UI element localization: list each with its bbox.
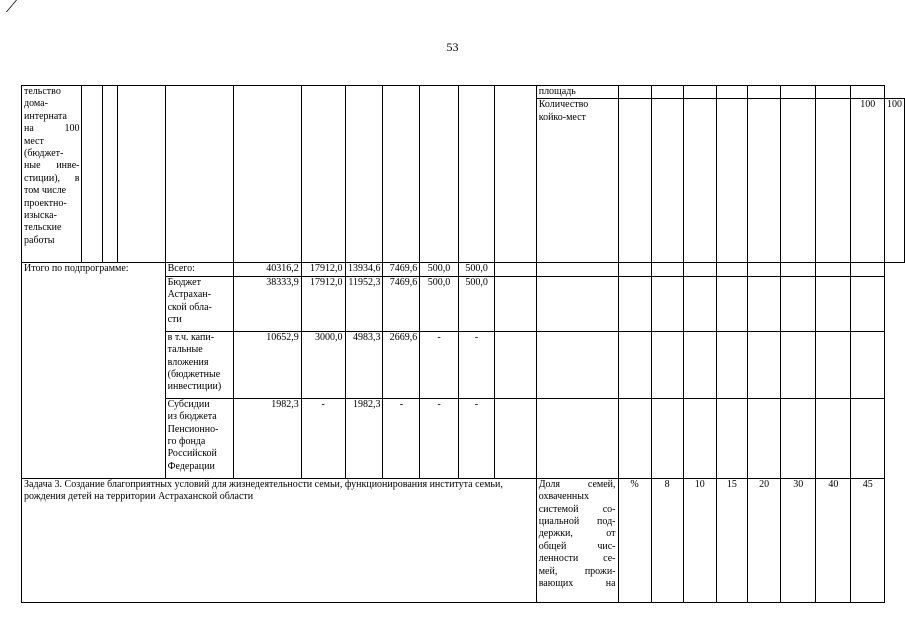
value-cell: 3000,0	[301, 331, 345, 398]
program-measures-table	[21, 85, 905, 603]
value-cell: 100	[885, 99, 905, 263]
subprogram-total-label: Итого по подпрограмме:	[22, 263, 166, 478]
value-cell: 38333,9	[234, 276, 302, 331]
value-cell: -	[458, 398, 495, 478]
funding-source-cell: в т.ч. капи- тальные вложения (бюджетные инвестиции)	[165, 331, 234, 398]
value-cell: 500,0	[458, 276, 495, 331]
value-cell: 15	[716, 478, 747, 602]
funding-source-cell: Бюджет Астрахан- ской обла- сти	[165, 276, 234, 331]
value-cell: 20	[748, 478, 781, 602]
value-cell: -	[383, 398, 420, 478]
value-cell: 10	[683, 478, 716, 602]
value-cell: 17912,0	[301, 263, 345, 276]
value-cell: -	[420, 398, 459, 478]
task-3-heading: Задача 3. Создание благоприятных условий для жизнедеятельности семьи, функционирования института семьи, рождения детей на территории Астраханской области	[22, 478, 537, 602]
funding-source-cell: Субсидии из бюджета Пенсионно- го фонда Российской Федерации	[165, 398, 234, 478]
value-cell: 500,0	[458, 263, 495, 276]
value-cell: -	[458, 331, 495, 398]
indicator-cell: площадь	[536, 86, 618, 99]
indicator-cell: Количество койко-мест	[536, 99, 618, 263]
funding-source-cell: Всего:	[165, 263, 234, 276]
value-cell: 40	[816, 478, 851, 602]
scan-corner-mark	[0, 0, 17, 12]
unit-cell: %	[618, 478, 651, 602]
value-cell: 1982,3	[234, 398, 302, 478]
value-cell: 2669,6	[383, 331, 420, 398]
value-cell: 8	[651, 478, 683, 602]
table-row	[22, 263, 905, 276]
value-cell: 40316,2	[234, 263, 302, 276]
value-cell: 7469,6	[383, 276, 420, 331]
value-cell: 100	[851, 99, 885, 263]
indicator-cell: Доля семей, охваченных системой со- циальной под- держки, от общей чис- ленности се- мей, прожи- вающих на	[536, 478, 618, 602]
table-row	[22, 86, 905, 99]
table-row	[22, 478, 905, 602]
measure-name-cell: тельство дома- интерната на 100 мест (бюджет- ные инве- стиции), в том числе проектно- изыска- тельские работы	[22, 86, 82, 263]
value-cell: 500,0	[420, 263, 459, 276]
value-cell: 4983,3	[345, 331, 383, 398]
value-cell: 11952,3	[345, 276, 383, 331]
value-cell: 10652,9	[234, 331, 302, 398]
value-cell: 30	[781, 478, 816, 602]
value-cell	[816, 99, 851, 263]
value-cell: -	[420, 331, 459, 398]
value-cell: 1982,3	[345, 398, 383, 478]
value-cell: 7469,6	[383, 263, 420, 276]
value-cell: 45	[851, 478, 885, 602]
page-number: 53	[446, 40, 459, 54]
value-cell: 13934,6	[345, 263, 383, 276]
value-cell: -	[301, 398, 345, 478]
value-cell: 17912,0	[301, 276, 345, 331]
value-cell: 500,0	[420, 276, 459, 331]
